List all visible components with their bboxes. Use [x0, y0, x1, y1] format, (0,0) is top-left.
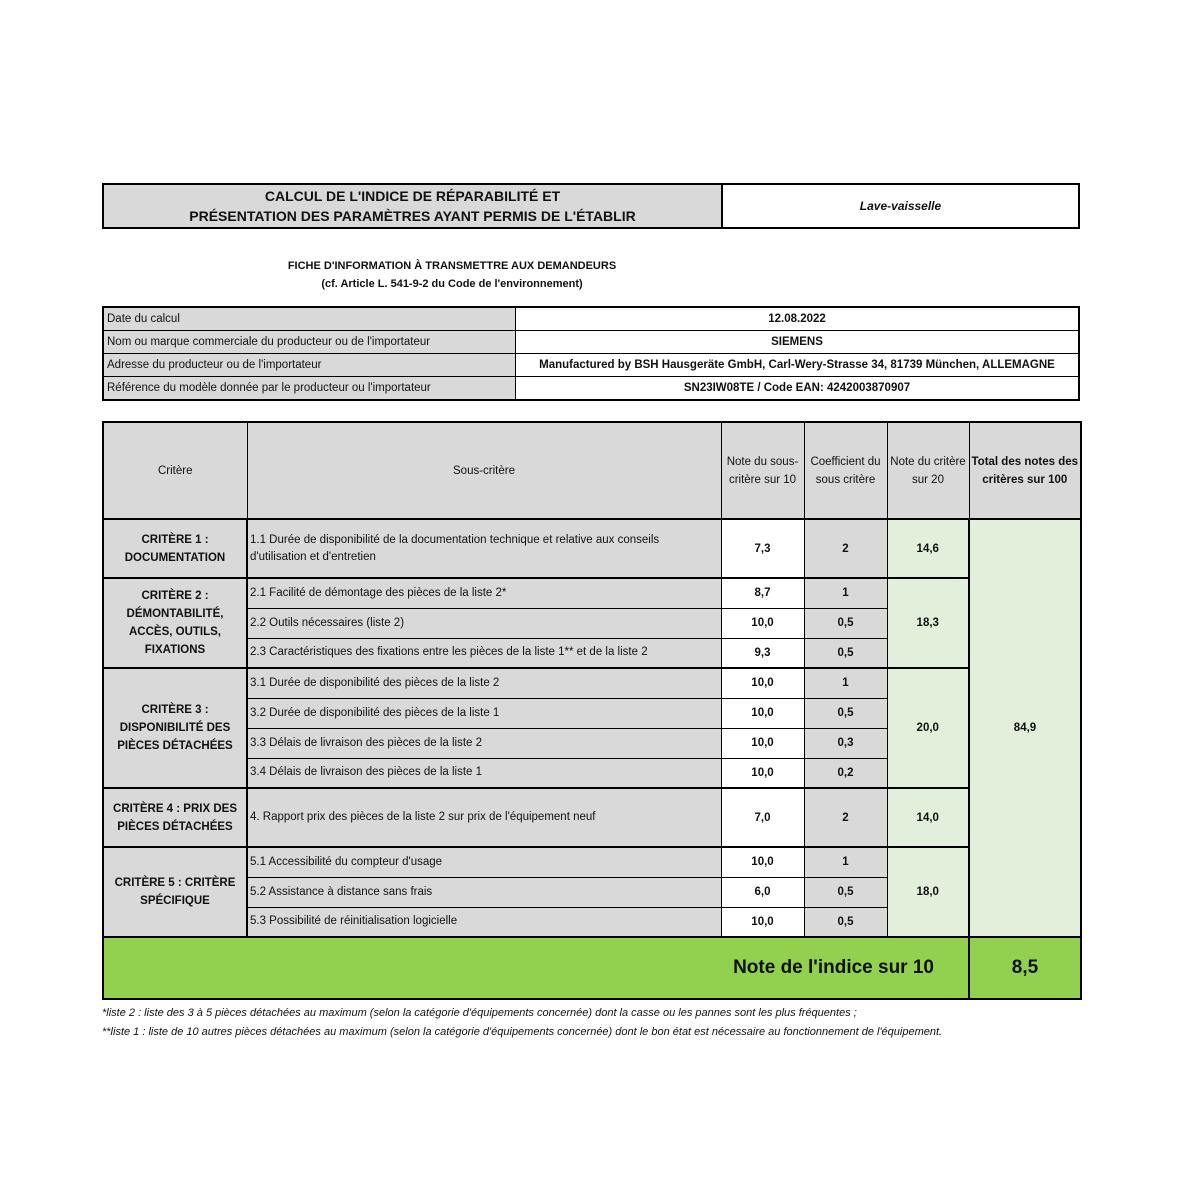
- final-score-value: 8,5: [969, 937, 1081, 999]
- fiche-subtitle: [102, 257, 802, 293]
- col-coef: Coefficient du sous critère: [804, 422, 887, 519]
- criterion-note20: 14,6: [887, 519, 969, 578]
- sub-criterion-label: 5.2 Assistance à distance sans frais: [247, 877, 721, 907]
- sub-criterion-label: 5.3 Possibilité de réinitialisation logicielle: [247, 907, 721, 937]
- info-value: SN23IW08TE / Code EAN: 4242003870907: [516, 377, 1080, 401]
- sub-criterion-coef: 0,5: [804, 638, 887, 668]
- sub-criterion-label: 2.1 Facilité de démontage des pièces de la liste 2*: [247, 578, 721, 608]
- criterion-name: CRITÈRE 3 : DISPONIBILITÉ DES PIÈCES DÉTACHÉES: [103, 668, 247, 788]
- criterion-name: CRITÈRE 2 : DÉMONTABILITÉ, ACCÈS, OUTILS, FIXATIONS: [103, 578, 247, 668]
- sub-criterion-coef: 2: [804, 519, 887, 578]
- sub-criterion-coef: 1: [804, 847, 887, 877]
- sub-criterion-note: 10,0: [721, 728, 804, 758]
- sub-criterion-note: 6,0: [721, 877, 804, 907]
- col-note20: Note du critère sur 20: [887, 422, 969, 519]
- sub-criterion-note: 7,0: [721, 788, 804, 847]
- criterion-note20: 18,0: [887, 847, 969, 937]
- sub-criterion-coef: 1: [804, 668, 887, 698]
- sub-criterion-label: 4. Rapport prix des pièces de la liste 2 sur prix de l'équipement neuf: [247, 788, 721, 847]
- sub-criterion-note: 9,3: [721, 638, 804, 668]
- info-table: [102, 306, 1080, 401]
- criterion-note20: 18,3: [887, 578, 969, 668]
- sub-criterion-coef: 0,2: [804, 758, 887, 788]
- sub-criterion-label: 3.3 Délais de livraison des pièces de la liste 2: [247, 728, 721, 758]
- title-line-2: PRÉSENTATION DES PARAMÈTRES AYANT PERMIS DE L'ÉTABLIR: [189, 208, 636, 224]
- sub-criterion-label: 2.2 Outils nécessaires (liste 2): [247, 608, 721, 638]
- sub-criterion-label: 3.1 Durée de disponibilité des pièces de la liste 2: [247, 668, 721, 698]
- sub-criterion-label: 2.3 Caractéristiques des fixations entre les pièces de la liste 1** et de la liste 2: [247, 638, 721, 668]
- info-label: Adresse du producteur ou de l'importateur: [103, 354, 516, 377]
- criterion-name: CRITÈRE 4 : PRIX DES PIÈCES DÉTACHÉES: [103, 788, 247, 847]
- info-row: [103, 331, 1079, 354]
- info-row: [103, 377, 1079, 401]
- table-row: [103, 519, 1081, 578]
- sub-criterion-label: 5.1 Accessibilité du compteur d'usage: [247, 847, 721, 877]
- table-row: [103, 788, 1081, 847]
- criterion-note20: 14,0: [887, 788, 969, 847]
- col-note-sous: Note du sous-critère sur 10: [721, 422, 804, 519]
- header-block: [102, 183, 1080, 229]
- info-label: Référence du modèle donnée par le producteur ou l'importateur: [103, 377, 516, 401]
- criterion-name: CRITÈRE 5 : CRITÈRE SPÉCIFIQUE: [103, 847, 247, 937]
- col-total: Total des notes des critères sur 100: [969, 422, 1081, 519]
- sub-criterion-coef: 0,5: [804, 907, 887, 937]
- sub-criterion-coef: 0,5: [804, 698, 887, 728]
- table-row: [103, 668, 1081, 698]
- sub-criterion-note: 8,7: [721, 578, 804, 608]
- info-value: SIEMENS: [516, 331, 1080, 354]
- footnote-liste-2: *liste 2 : liste des 3 à 5 pièces détachées au maximum (selon la catégorie d'équipements concernée) dont la casse ou les pannes sont les plus fréquentes ;: [102, 1007, 857, 1019]
- sub-criterion-note: 10,0: [721, 847, 804, 877]
- scoring-table: [102, 421, 1082, 1000]
- fiche-line-1: FICHE D'INFORMATION À TRANSMETTRE AUX DEMANDEURS: [287, 260, 617, 272]
- footnote-liste-1: **liste 1 : liste de 10 autres pièces détachées au maximum (selon la catégorie d'équipements concernée) dont le bon état est nécessaire au fonctionnement de l'équipement.: [102, 1026, 943, 1038]
- document-title: [104, 185, 723, 227]
- table-row: [103, 847, 1081, 877]
- info-value: 12.08.2022: [516, 307, 1080, 331]
- info-row: [103, 354, 1079, 377]
- sub-criterion-label: 1.1 Durée de disponibilité de la documentation technique et relative aux conseils d'utilisation et d'entretien: [247, 519, 721, 578]
- footnotes: [102, 1004, 1092, 1042]
- product-category: Lave-vaisselle: [859, 199, 942, 213]
- final-score-label: Note de l'indice sur 10: [103, 937, 969, 999]
- col-critere: Critère: [103, 422, 247, 519]
- sub-criterion-label: 3.4 Délais de livraison des pièces de la liste 1: [247, 758, 721, 788]
- sub-criterion-note: 10,0: [721, 758, 804, 788]
- sub-criterion-note: 10,0: [721, 608, 804, 638]
- total-100: 84,9: [969, 519, 1081, 937]
- col-sous-critere: Sous-critère: [247, 422, 721, 519]
- info-label: Date du calcul: [103, 307, 516, 331]
- sub-criterion-coef: 0,5: [804, 608, 887, 638]
- info-label: Nom ou marque commerciale du producteur ou de l'importateur: [103, 331, 516, 354]
- header-row: [103, 422, 1081, 519]
- info-row: [103, 307, 1079, 331]
- criterion-name: CRITÈRE 1 : DOCUMENTATION: [103, 519, 247, 578]
- criterion-note20: 20,0: [887, 668, 969, 788]
- sub-criterion-label: 3.2 Durée de disponibilité des pièces de la liste 1: [247, 698, 721, 728]
- sub-criterion-note: 7,3: [721, 519, 804, 578]
- sub-criterion-coef: 0,5: [804, 877, 887, 907]
- sub-criterion-coef: 0,3: [804, 728, 887, 758]
- sub-criterion-note: 10,0: [721, 907, 804, 937]
- sub-criterion-coef: 2: [804, 788, 887, 847]
- table-row: [103, 578, 1081, 608]
- title-line-1: CALCUL DE L'INDICE DE RÉPARABILITÉ ET: [264, 188, 561, 204]
- sub-criterion-coef: 1: [804, 578, 887, 608]
- sub-criterion-note: 10,0: [721, 698, 804, 728]
- final-row: [103, 937, 1081, 999]
- fiche-line-2: (cf. Article L. 541-9-2 du Code de l'environnement): [321, 278, 583, 290]
- sub-criterion-note: 10,0: [721, 668, 804, 698]
- info-value: Manufactured by BSH Hausgeräte GmbH, Carl-Wery-Strasse 34, 81739 München, ALLEMAGNE: [516, 354, 1080, 377]
